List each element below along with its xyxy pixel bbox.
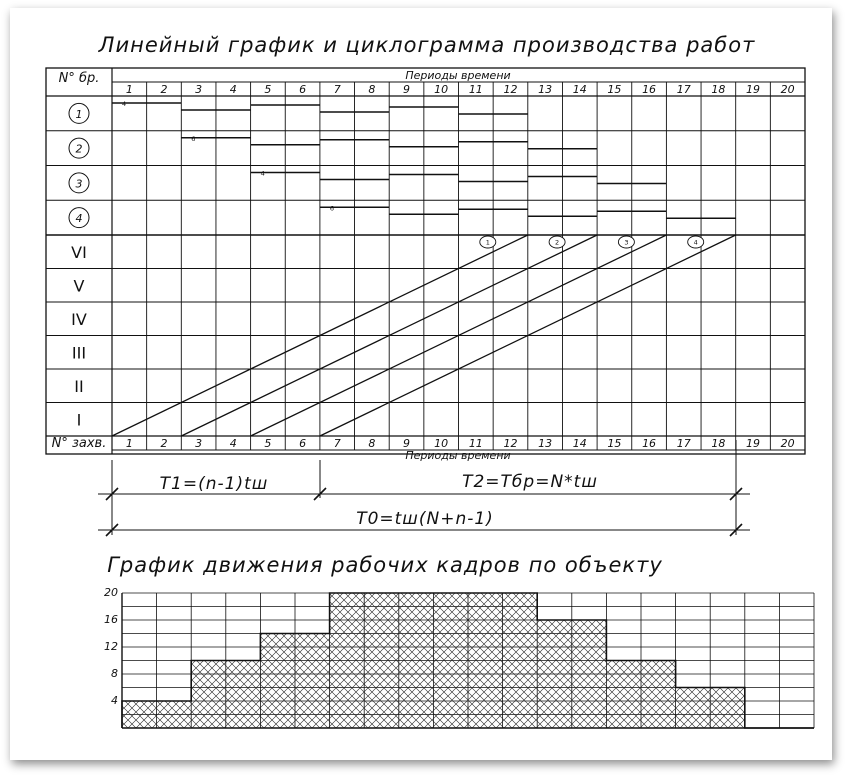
period-number-bottom: 12 — [503, 437, 518, 450]
workforce-bar — [537, 620, 572, 728]
period-number-top: 9 — [403, 83, 411, 96]
workforce-bar — [330, 593, 365, 728]
period-number-bottom: 6 — [299, 437, 307, 450]
formula-t1: T1=(n-1)tш — [159, 474, 269, 494]
period-number-top: 20 — [780, 83, 795, 96]
workforce-bar — [676, 688, 711, 729]
formula-t0: T0=tш(N+n-1) — [356, 509, 494, 529]
workforce-bar — [295, 634, 330, 729]
period-number-bottom: 16 — [642, 437, 657, 450]
chart-y-tick-label: 20 — [104, 586, 118, 599]
period-number-top: 14 — [572, 83, 587, 96]
period-number-bottom: 14 — [572, 437, 587, 450]
workforce-bar — [606, 661, 641, 729]
grip-label: VI — [71, 242, 87, 262]
chart-y-tick-label: 4 — [111, 694, 118, 707]
grip-label: I — [76, 410, 82, 430]
workforce-bar — [364, 593, 399, 728]
brigade-number: 3 — [75, 177, 83, 191]
cyclogram-line-number: 3 — [624, 238, 629, 247]
grip-label: III — [71, 343, 87, 363]
period-number-bottom: 13 — [538, 437, 553, 450]
workforce-bar — [226, 661, 261, 729]
period-number-top: 6 — [299, 83, 307, 96]
period-number-bottom: 9 — [403, 437, 411, 450]
cyclogram-line-number: 4 — [693, 238, 698, 247]
chart-y-tick-label: 12 — [104, 640, 118, 653]
workforce-bar — [122, 701, 157, 728]
chart-y-tick-label: 8 — [111, 667, 118, 680]
period-number-top: 8 — [368, 83, 376, 96]
workforce-bar — [191, 661, 226, 729]
brigade-number: 4 — [75, 212, 83, 226]
workforce-bar — [433, 593, 468, 728]
period-number-top: 10 — [434, 83, 449, 96]
brigade-duration-label: 6 — [329, 204, 335, 213]
grip-label: IV — [71, 309, 87, 329]
workforce-bar — [260, 634, 295, 729]
period-number-top: 4 — [229, 83, 237, 96]
chart-y-tick-label: 16 — [104, 613, 118, 626]
brigade-duration-label: 6 — [191, 134, 196, 143]
cyclogram-line-number: 2 — [555, 238, 560, 247]
period-number-bottom: 4 — [229, 437, 237, 450]
period-number-bottom: 3 — [195, 437, 203, 450]
period-number-bottom: 17 — [676, 437, 691, 450]
period-number-bottom: 20 — [780, 437, 795, 450]
grip-label: V — [73, 276, 85, 296]
period-number-bottom: 1 — [125, 437, 133, 450]
cyclogram-line-number: 1 — [485, 238, 490, 247]
workforce-bar — [157, 701, 192, 728]
main-title: Линейный график и циклограмма производства работ — [98, 33, 756, 57]
period-number-bottom: 8 — [368, 437, 376, 450]
table-outer-border — [46, 68, 805, 454]
periods-label-top: Периоды времени — [405, 69, 511, 82]
period-number-bottom: 10 — [434, 437, 449, 450]
brigade-column-header: N° бр. — [58, 71, 100, 86]
period-number-top: 12 — [503, 83, 518, 96]
brigade-duration-label: 4 — [122, 100, 127, 108]
period-number-top: 11 — [468, 83, 483, 96]
brigade-duration-label: 4 — [260, 169, 265, 178]
period-number-bottom: 11 — [468, 437, 483, 450]
brigade-number: 2 — [75, 142, 83, 156]
periods-label-bottom: Периоды времени — [405, 449, 511, 462]
workforce-bar — [710, 688, 745, 729]
workforce-bar — [572, 620, 607, 728]
period-number-top: 19 — [746, 83, 761, 96]
period-number-bottom: 15 — [607, 437, 622, 450]
period-number-top: 7 — [333, 83, 341, 96]
period-number-top: 17 — [676, 83, 691, 96]
period-number-bottom: 19 — [746, 437, 761, 450]
brigade-number: 1 — [75, 107, 83, 121]
formula-t2: T2=Tбр=N*tш — [462, 472, 598, 492]
period-number-bottom: 7 — [333, 437, 341, 450]
workforce-bar — [468, 593, 503, 728]
workforce-chart-title: График движения рабочих кадров по объекту — [107, 553, 663, 577]
schedule-table-text — [52, 69, 795, 462]
period-number-bottom: 2 — [160, 437, 168, 450]
schedule-table-grid — [46, 68, 805, 454]
workforce-bar — [503, 593, 538, 728]
period-number-top: 2 — [160, 83, 168, 96]
period-number-top: 18 — [711, 83, 726, 96]
period-number-top: 3 — [195, 83, 203, 96]
period-number-top: 16 — [642, 83, 657, 96]
period-number-top: 15 — [607, 83, 622, 96]
grip-label: II — [74, 376, 84, 396]
workforce-bar — [399, 593, 434, 728]
workforce-bar — [641, 661, 676, 729]
period-number-top: 1 — [125, 83, 133, 96]
grip-column-header: N° захв. — [51, 436, 107, 451]
period-number-top: 5 — [264, 83, 272, 96]
workforce-chart — [104, 586, 814, 728]
period-number-bottom: 18 — [711, 437, 726, 450]
period-number-top: 13 — [538, 83, 553, 96]
period-number-bottom: 5 — [264, 437, 272, 450]
